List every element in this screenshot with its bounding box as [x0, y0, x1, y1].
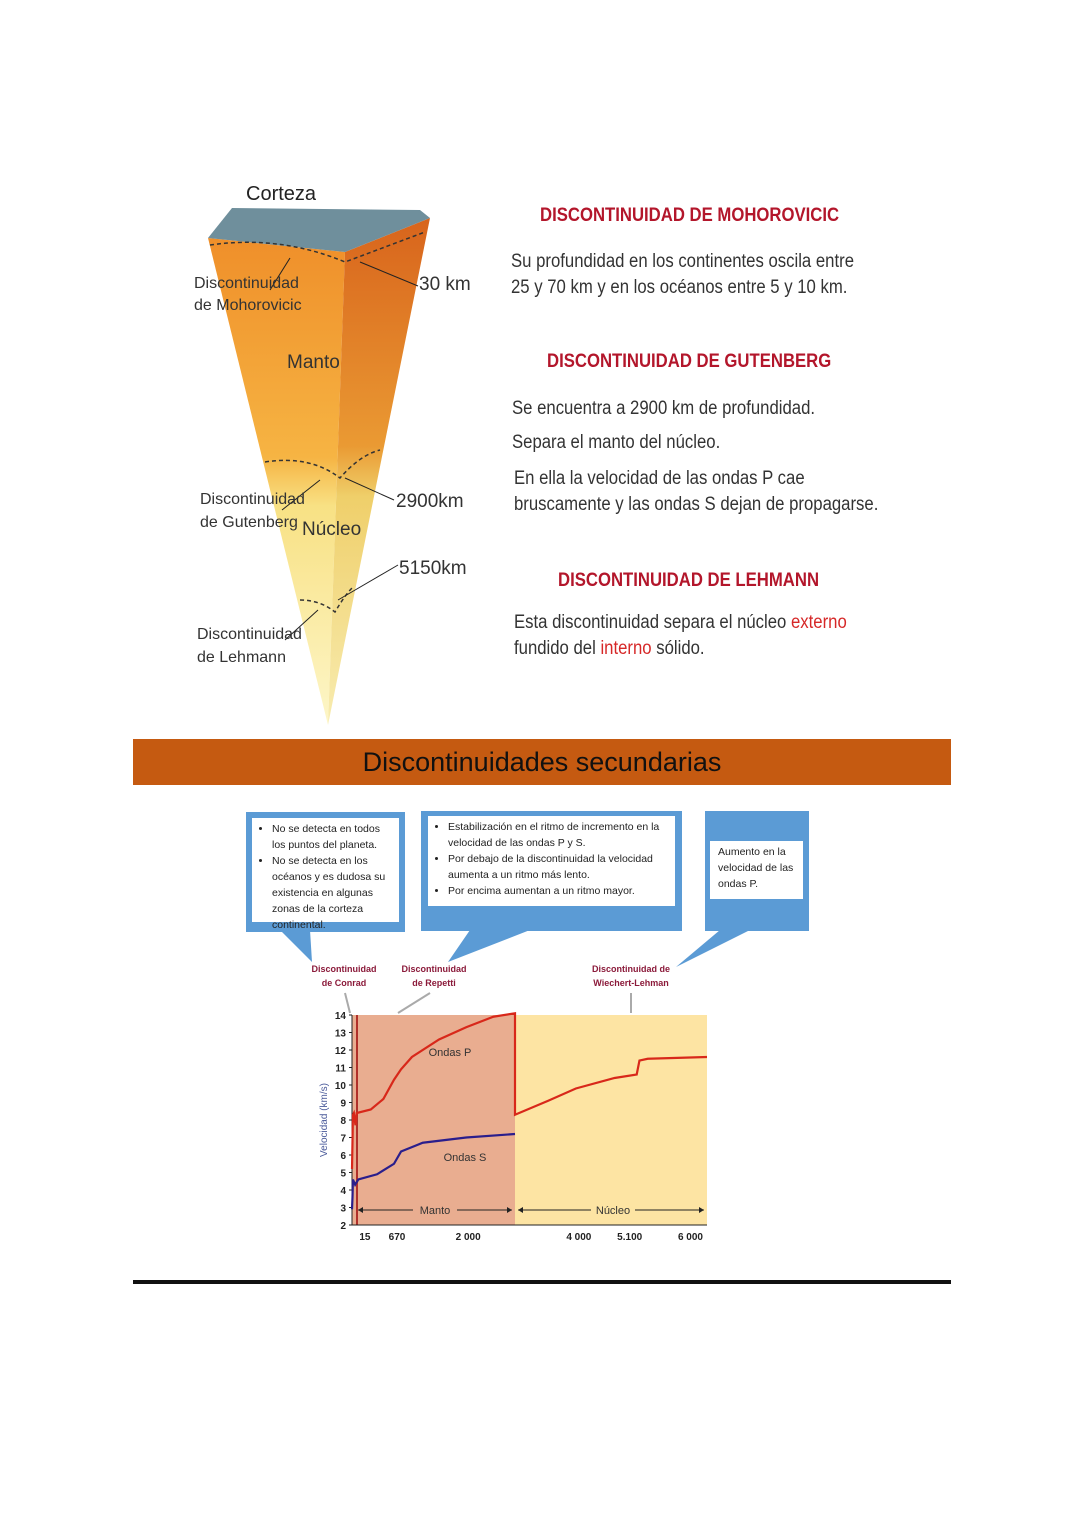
label-conrad: Discontinuidad de Conrad: [311, 964, 377, 988]
callout-conrad: • No se detecta en todos los puntos del planeta. • No se detecta en los océanos y es dudosa su existencia en algunas zonas de la corteza continental.: [246, 812, 405, 932]
callout-repetti: • Estabilización en el ritmo de incremento en la velocidad de las ondas P y S. • Por debajo de la discontinuidad la velocidad aumenta a un ritmo más lento. • Por encima aumentan a un ritmo mayor.: [421, 811, 682, 931]
label-30km: 30 km: [419, 274, 471, 295]
label-gutenberg-2: de Gutenberg: [200, 514, 298, 531]
y-tick-label: 13: [334, 1028, 346, 1040]
heading-gutenberg: DISCONTINUIDAD DE GUTENBERG: [547, 351, 832, 372]
text-lehmann-1: Esta discontinuidad separa el núcleo externo: [514, 612, 847, 633]
x-tick-label: 4 000: [566, 1232, 592, 1243]
y-tick-label: 12: [334, 1046, 346, 1057]
label-5150km: 5150km: [399, 558, 467, 579]
text-moho-2: 25 y 70 km y en los océanos entre 5 y 10 km.: [511, 277, 848, 298]
label-wiechert: Discontinuidad de Wiechert-Lehman: [591, 964, 670, 988]
text-guten-2: Separa el manto del núcleo.: [512, 432, 721, 453]
x-tick-label: 6 000: [677, 1232, 703, 1243]
pointer-arrow: [345, 993, 350, 1013]
text-guten-1: Se encuentra a 2900 km de profundidad.: [512, 398, 816, 419]
series-label-s: Ondas S: [443, 1152, 487, 1164]
divider-rule: [133, 1280, 951, 1284]
x-tick-label: 15: [359, 1232, 371, 1243]
callout-wiechert: Aumento en la velocidad de las ondas P.: [705, 811, 809, 931]
section-banner: Discontinuidades secundarias: [133, 739, 951, 785]
series-label-p: Ondas P: [428, 1047, 472, 1059]
x-tick-label: 2 000: [455, 1232, 481, 1243]
y-tick-label: 4: [340, 1186, 346, 1197]
heading-lehmann: DISCONTINUIDAD DE LEHMANN: [558, 570, 820, 591]
y-tick-label: 14: [334, 1011, 346, 1022]
pointer-arrow: [398, 993, 430, 1013]
label-repetti: Discontinuidad de Repetti: [401, 964, 467, 988]
y-tick-label: 6: [340, 1151, 346, 1162]
region-núcleo: [515, 1015, 707, 1225]
y-tick-label: 9: [340, 1098, 346, 1110]
x-tick-label: 5.100: [617, 1232, 643, 1243]
label-lehmann: Discontinuidad: [197, 626, 302, 643]
y-tick-label: 11: [335, 1063, 346, 1075]
label-lehmann-2: de Lehmann: [197, 649, 286, 666]
label-nucleo: Núcleo: [302, 519, 362, 540]
region-label: Manto: [419, 1205, 451, 1217]
text-guten-3: En ella la velocidad de las ondas P cae: [514, 468, 805, 489]
y-axis-label: Velocidad (km/s): [319, 1083, 330, 1157]
label-manto: Manto: [287, 352, 340, 373]
y-tick-label: 8: [340, 1116, 346, 1127]
heading-mohorovicic: DISCONTINUIDAD DE MOHOROVICIC: [540, 205, 840, 226]
region-label: Núcleo: [595, 1205, 631, 1217]
label-moho: Discontinuidad: [194, 275, 299, 292]
label-corteza: Corteza: [246, 183, 317, 205]
y-tick-label: 2: [340, 1221, 346, 1232]
y-tick-label: 5: [340, 1168, 346, 1180]
label-2900km: 2900km: [396, 491, 464, 512]
y-tick-label: 7: [340, 1133, 346, 1145]
label-gutenberg: Discontinuidad: [200, 491, 305, 508]
y-tick-label: 3: [340, 1203, 346, 1215]
label-moho-2: de Mohorovicic: [194, 297, 302, 314]
y-tick-label: 10: [334, 1081, 346, 1092]
x-tick-label: 670: [388, 1232, 406, 1243]
text-guten-4: bruscamente y las ondas S dejan de propagarse.: [514, 494, 879, 515]
text-moho-1: Su profundidad en los continentes oscila entre: [511, 251, 854, 272]
text-lehmann-2: fundido del interno sólido.: [514, 638, 705, 659]
